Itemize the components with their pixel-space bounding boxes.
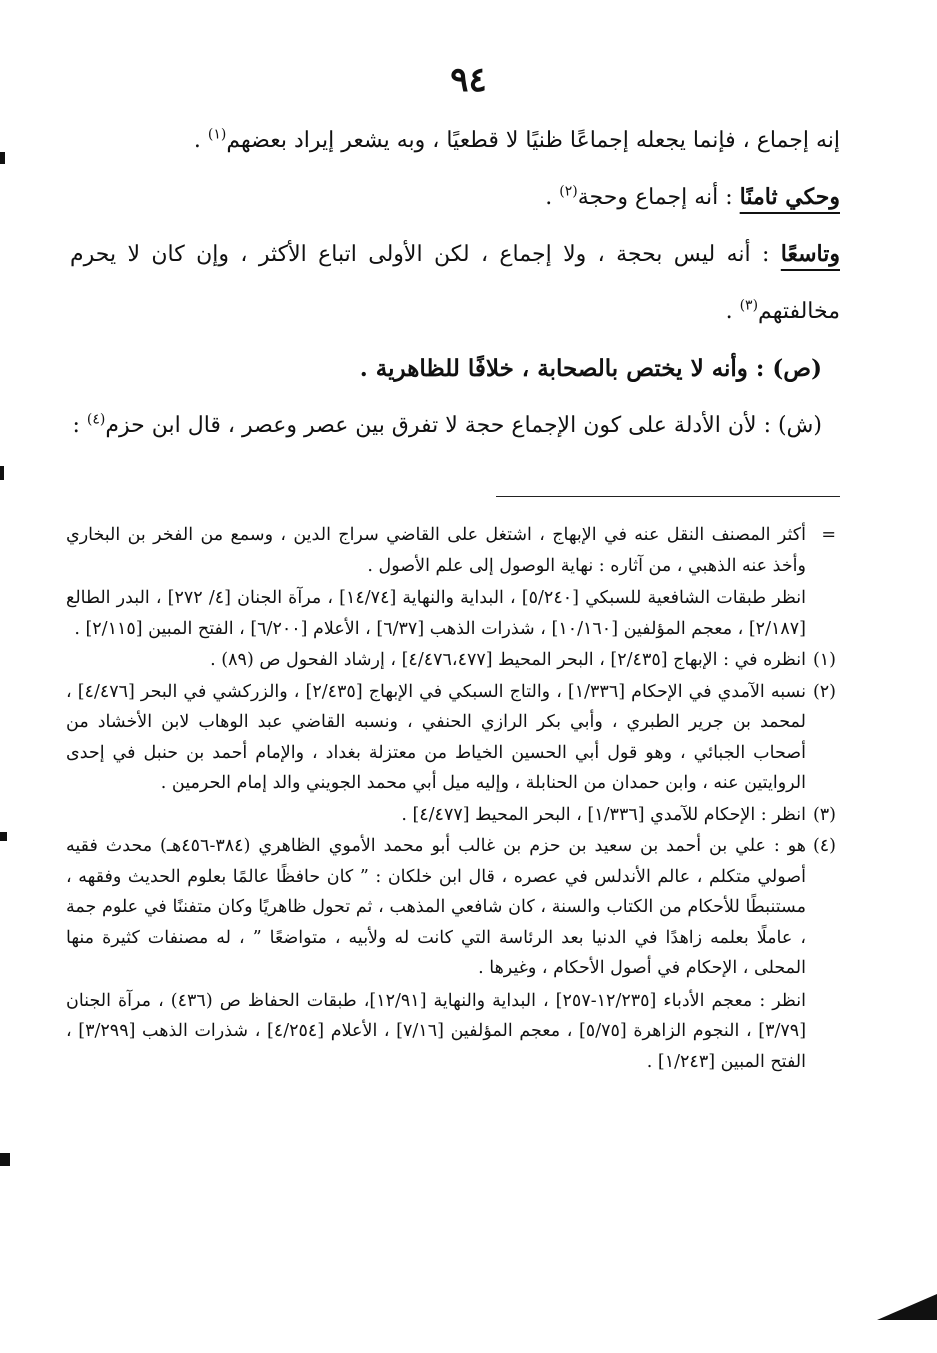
page-number: ٩٤ — [450, 60, 487, 100]
footnote-separator — [496, 496, 840, 497]
paragraph-3-lead: وتاسعًا — [780, 241, 840, 267]
sharh-text: (ش) : لأن الأدلة على كون الإجماع حجة لا تفرق بين عصر وعصر ، قال ابن حزم — [105, 413, 822, 438]
scan-corner-mark — [877, 1294, 937, 1320]
footnote-sources: انظر طبقات الشافعية للسبكي [٥/٢٤٠] ، البداية والنهاية [١٤/٧٤] ، مرآة الجنان [٤/ ٢٧٢] ، البدر الطالع [٢/١٨٧] ، معجم المؤلفين [١٠/١٦٠] ، شذرات الذهب [٦/٣٧] ، الأعلام [٦/٢٠٠] ، الفتح المبين [٢/١١٥] . — [66, 588, 806, 639]
footnote-mark: (٣) — [812, 804, 836, 825]
paragraph-3-text: : أنه ليس بحجة ، ولا إجماع ، لكن الأولى اتباع الأكثر ، وإن كان لا يحرم مخالفتهم — [70, 242, 840, 324]
footnote-sources: انظر : معجم الأدباء [١٢/٢٣٥-٢٥٧] ، البداية والنهاية [١٢/٩١]، طبقات الحفاظ ص (٤٣٦) ، مرآة الجنان [٣/٧٩] ، النجوم الزاهرة [٥/٧٥] ، معجم المؤلفين [٧/١٦] ، الأعلام [٤/٢٥٤] ، شذرات الذهب [٣/٢٩٩] ، الفتح المبين [١/٢٤٣] . — [66, 990, 807, 1072]
scan-speck — [0, 152, 5, 164]
footnote-text: أكثر المصنف النقل عنه في الإبهاج ، اشتغل على القاضي سراج الدين ، وسمع من الفخر بن البخاري وأخذ عنه الذهبي ، من آثاره : نهاية الوصول إلى علم الأصول . — [66, 525, 806, 576]
footnote-body — [66, 645, 806, 676]
scan-speck — [0, 466, 4, 480]
footnote-3 — [66, 800, 836, 831]
sharh-end: : — [72, 413, 87, 438]
footnote-body — [66, 831, 806, 1077]
footnote-text: انظره في : الإبهاج [٢/٤٣٥] ، البحر المحيط [٤/٤٧٦،٤٧٧] ، إرشاد الفحول ص (٨٩) . — [210, 650, 806, 670]
sharh-paragraph — [70, 397, 822, 454]
footnote-mark: (١) — [812, 650, 836, 670]
footnote-ref-1[interactable]: (١) — [207, 126, 227, 143]
footnote-ref-2[interactable]: (٢) — [559, 183, 578, 200]
footnote-mark: (٢) — [812, 681, 836, 702]
paragraph-2-lead: وحكي ثامنًا — [739, 184, 840, 210]
paragraph-1 — [70, 112, 840, 169]
footnote-ref-3[interactable]: (٣) — [739, 297, 759, 314]
matn-line: (ص) : وأنه لا يختص بالصحابة ، خلافًا للظاهرية . — [359, 355, 822, 382]
footnote-text: نسبه الآمدي في الإحكام [١/٣٣٦] ، والتاج السبكي في الإبهاج [٢/٤٣٥] ، والزركشي في البحر [٤/٤٧٦] ، لمحمد بن جرير الطبري ، وأبي بكر الرازي الحنفي ، ونسبه القاضي عبد الوهاب لابن الأخشاد من أصحاب الجبائي ، وهو قول أبي الحسين الخياط من معتزلة بغداد ، والإمام أحمد بن حنبل في إحدى الروايتين عنه ، وابن حمدان من الحنابلة ، وإليه ميل أبي محمد الجويني والد إمام الحرمين . — [66, 681, 806, 793]
paragraph-2-end: . — [545, 185, 560, 210]
paragraph-1-text: إنه إجماع ، فإنما يجعله إجماعًا ظنيًا لا قطعيًا ، وبه يشعر إيراد بعضهم — [226, 128, 840, 153]
footnote-ref-4[interactable]: (٤) — [86, 411, 106, 428]
footnote-1 — [66, 645, 836, 676]
paragraph-3 — [70, 226, 840, 340]
footnotes — [66, 520, 836, 1078]
paragraph-2-text: : أنه إجماع وحجة — [577, 185, 740, 210]
footnote-text: انظر : الإحكام للآمدي [١/٣٣٦] ، البحر المحيط [٤/٤٧٧] . — [401, 804, 806, 825]
scan-speck — [0, 832, 7, 841]
footnote-body — [66, 520, 806, 644]
footnote-2 — [66, 677, 836, 799]
paragraph-3-end: . — [725, 299, 740, 324]
scan-speck — [0, 1153, 10, 1166]
footnote-mark: (٤) — [812, 836, 836, 856]
footnote-text: هو : علي بن أحمد بن سعيد بن حزم بن غالب أبو محمد الأموي الظاهري (٣٨٤-٤٥٦هـ) محدث فقيه أصولي متكلم ، عالم الأندلس في عصره ، قال ابن خلكان : ” كان حافظًا عالمًا بعلوم الحديث وفقهه ، مستنبطًا للأحكام من الكتاب والسنة ، كان شافعي المذهب ، ثم تحول ظاهريًا وكان متفننًا في علوم جمة ، عاملًا بعلمه زاهدًا في الدنيا بعد الرئاسة التي كانت له ولأبيه ، متواضعًا ” ، له مصنفات كثيرة منها المحلى ، الإحكام في أصول الأحكام ، وغيرها . — [66, 836, 806, 978]
footnote-body — [66, 677, 806, 799]
footnote-mark: = — [821, 525, 836, 545]
paragraph-2 — [70, 169, 840, 226]
footnote-continued — [66, 520, 836, 644]
paragraph-1-end: . — [193, 128, 208, 153]
main-text — [70, 112, 840, 454]
footnote-4 — [66, 831, 836, 1077]
footnote-body — [66, 800, 806, 831]
